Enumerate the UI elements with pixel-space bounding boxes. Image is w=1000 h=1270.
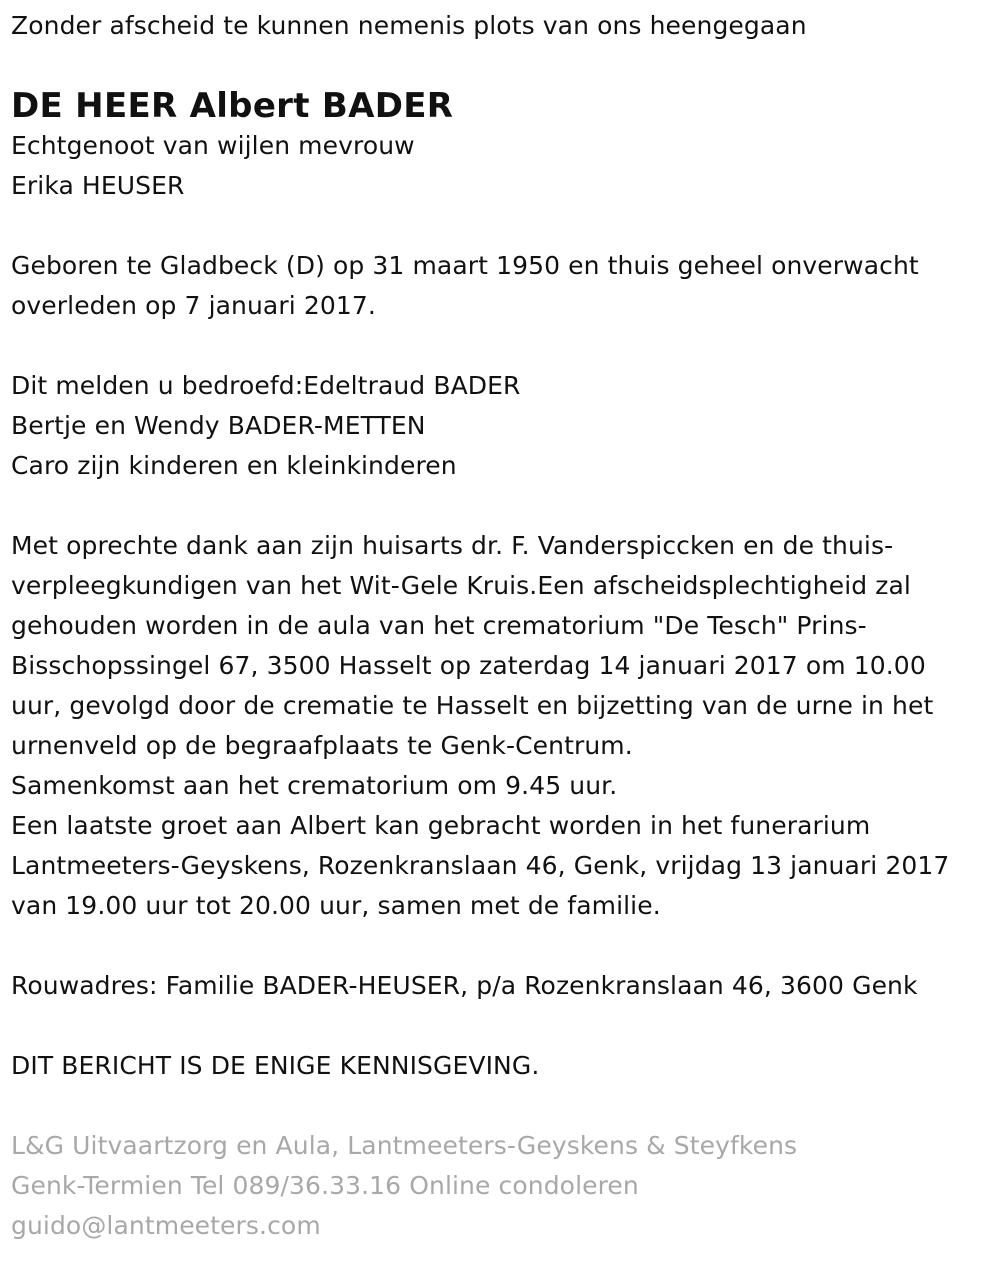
ceremony-line: Samenkomst aan het crematorium om 9.45 uur. xyxy=(11,771,618,800)
ceremony-line: Een laatste groet aan Albert kan gebracht worden in het funerarium xyxy=(11,811,871,840)
ceremony-line: van 19.00 uur tot 20.00 uur, samen met de familie. xyxy=(11,891,661,920)
family-line: Caro zijn kinderen en kleinkinderen xyxy=(11,451,457,480)
funeral-home-footer xyxy=(11,1126,988,1246)
notice-statement: DIT BERICHT IS DE ENIGE KENNISGEVING. xyxy=(11,1051,540,1080)
ceremony-line: verpleegkundigen van het Wit-Gele Kruis.Een afscheidsplechtigheid zal xyxy=(11,571,911,600)
ceremony-line: uur, gevolgd door de crematie te Hasselt en bijzetting van de urne in het xyxy=(11,691,934,720)
ceremony-line: Lantmeeters-Geyskens, Rozenkranslaan 46, Genk, vrijdag 13 januari 2017 xyxy=(11,851,950,880)
footer-line: L&G Uitvaartzorg en Aula, Lantmeeters-Geyskens & Steyfkens xyxy=(11,1131,798,1160)
ceremony-line: Met oprechte dank aan zijn huisarts dr. F. Vanderspiccken en de thuis- xyxy=(11,531,894,560)
deceased-name: DE HEER Albert BADER xyxy=(11,86,454,126)
intro-line: Zonder afscheid te kunnen nemenis plots van ons heengegaan xyxy=(11,11,807,40)
mourning-address: Rouwadres: Familie BADER-HEUSER, p/a Rozenkranslaan 46, 3600 Genk xyxy=(11,971,918,1000)
spacer xyxy=(11,206,988,246)
birth-section xyxy=(11,246,988,326)
spacer xyxy=(11,926,988,966)
ceremony-line: gehouden worden in de aula van het crematorium "De Tesch" Prins- xyxy=(11,611,867,640)
family-line: Dit melden u bedroefd:Edeltraud BADER xyxy=(11,371,521,400)
ceremony-line: urnenveld op de begraafplaats te Genk-Centrum. xyxy=(11,731,633,760)
spacer xyxy=(11,326,988,366)
spacer xyxy=(11,1086,988,1126)
ceremony-section xyxy=(11,526,988,926)
spacer xyxy=(11,1006,988,1046)
birth-line: overleden op 7 januari 2017. xyxy=(11,291,376,320)
family-line: Bertje en Wendy BADER-METTEN xyxy=(11,411,426,440)
birth-line: Geboren te Gladbeck (D) op 31 maart 1950 en thuis geheel onverwacht xyxy=(11,251,919,280)
family-section xyxy=(11,366,988,486)
ceremony-line: Bisschopssingel 67, 3500 Hasselt op zaterdag 14 januari 2017 om 10.00 xyxy=(11,651,926,680)
footer-email: guido@lantmeeters.com xyxy=(11,1211,321,1240)
spouse-line: Echtgenoot van wijlen mevrouw xyxy=(11,131,415,160)
spacer xyxy=(11,486,988,526)
spouse-line: Erika HEUSER xyxy=(11,171,185,200)
spouse-section xyxy=(11,126,988,206)
footer-line: Genk-Termien Tel 089/36.33.16 Online condoleren xyxy=(11,1171,639,1200)
